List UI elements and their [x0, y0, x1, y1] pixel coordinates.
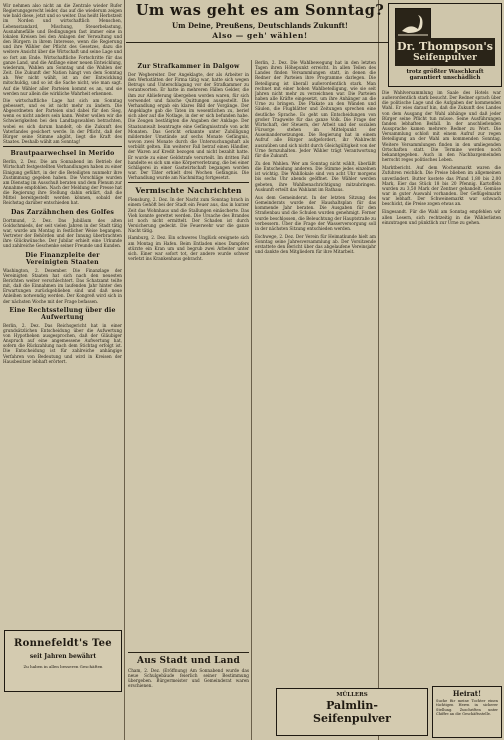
heirat-ad: [432, 686, 502, 738]
ad-banner: [395, 38, 495, 66]
ad-tagline: garantiert unschädlich: [409, 75, 481, 81]
section-rule: [128, 652, 249, 653]
headline: Um was geht es am Sonntag?: [135, 2, 385, 19]
masthead-rule: [126, 42, 394, 43]
column-1: [3, 3, 122, 625]
column-divider: [124, 0, 125, 740]
ad-product: Seifenpulver: [313, 712, 391, 725]
article-text: Eingesandt. Für die Wahl am Sonntag empfehlen wir allen Lesern, sich rechtzeitig in die Wählerlisten einzutragen und pünktlich zur Urne zu gehen.: [382, 209, 501, 225]
article-text: Die wirtschaftliche Lage hat sich am Sonntag gebessert, und es ist nicht mehr zu ändern. Die Abgeordneten der Parteien sind dabei für den Sieg, wenn es nicht anders sein kann. Weiter wollen wir die Schwierigkeiten bei den Landtagswahlen betrachten, wobei es sich darum handelt, ob die Zukunft des Vaterlandes gesichert werde. In der Pflicht, daß der Bürger seine Stimme abgibt, liegt die Kraft des Staates. Deshalb wählt am Sonntag!: [3, 97, 122, 145]
section-rule: [128, 182, 249, 183]
article-text: Berlin, 2. Dez. Die am Sonnabend im Betrieb der Wirtschaft festgestellten Verhandlungen haben zu einer Einigung geführt, in der die Beteiligten nunmehr ihre Zustimmung gegeben haben. Die Vorschläge wurden am Dienstag im Ausschuß beraten und dem Plenum zur Annahme empfohlen. Nach der Meldung der Presse hat die Regierung ihre Stellung dahin erklärt, daß die Mittel bereitgestellt werden können, sobald der Reichstag darüber entschieden hat.: [3, 159, 122, 206]
column-divider: [378, 0, 379, 740]
article-text: Flensburg, 2. Dez. In der Nacht zum Sonntag brach in einem Gehöft bei der Stadt ein Feuer aus, das in kurzer Zeit das Wohnhaus und die Stallungen einäscherte. Das Vieh konnte gerettet werden. Die Ursache des Brandes ist noch nicht ermittelt. Der Schaden ist durch Versicherung gedeckt. Die Feuerwehr war die ganze Nacht tätig.: [128, 197, 249, 234]
article-text: Cham, 2. Dez. (Eröffnung) Am Sonnabend wurde das neue Schulgebäude feierlich seiner Bestimmung übergeben. Bürgermeister und Gemeinderat waren erschienen.: [128, 668, 249, 689]
ad-subtitle: seit Jahren bewährt: [29, 653, 97, 660]
ad-title: Ronnefeldt's Tee: [14, 638, 112, 649]
column-2: [128, 60, 249, 644]
masthead: [126, 2, 394, 45]
article-text: Berlin, 2. Dez. Das Reichsgericht hat in einer grundsätzlichen Entscheidung über die Aufwertung von Hypotheken ausgesprochen, daß der Gläubiger Anspruch auf eine angemessene Aufwertung hat, sofern die Rückzahlung nach dem Stichtag erfolgt ist. Die Entscheidung ist für zahlreiche anhängige Verfahren von Bedeutung und wird in Kreisen der Hausbesitzer lebhaft erörtert.: [3, 322, 122, 364]
section-heading: Brautpaarwechsel in Merido: [10, 150, 115, 158]
article-text: Eschwege, 2. Dez. Der Verein für Heimatkunde hielt am Sonntag seine Jahresversammlung ab. Der Vorsitzende erstattete den Bericht über das abgelaufene Vereinsjahr und dankte den Mitgliedern für ihre Mitarbeit.: [255, 234, 376, 255]
section-heading: Zur Strafkammer in Dalgow: [137, 63, 240, 70]
ad-title: Palmlin-: [326, 699, 378, 712]
column-3: [255, 60, 376, 680]
section-heading: Aus Stadt und Land: [137, 656, 240, 666]
article-text: Zu den Wahlen. Wer am Sonntag nicht wählt, überläßt die Entscheidung anderen. Die Stimme jedes einzelnen ist wichtig. Die Wahllokale sind von acht Uhr morgens bis sechs Uhr abends geöffnet. Die Wähler werden gebeten, ihre Wahlbenachrichtigung mitzubringen. Auskunft erteilt das Wahlamt im Rathaus.: [255, 160, 376, 192]
ad-title: Heirat!: [452, 689, 482, 698]
section-heading: Die Finanzpleite der Vereinigten Staaten: [25, 251, 100, 266]
ad-product: Seifenpulver: [413, 53, 477, 63]
article-text: Washington, 2. Dezember. Die Finanzlage der Vereinigten Staaten hat sich nach den neuesten Berichten weiter verschlechtert. Das Schatzamt teilte mit, daß die Einnahmen im laufenden Jahr hinter den Erwartungen zurückgeblieben sind und daß neue Anleihen notwendig werden. Der Kongreß wird sich in der nächsten Woche mit der Frage befassen.: [3, 267, 122, 304]
column-divider: [251, 60, 252, 740]
ad-title: Dr. Thompson's: [397, 40, 493, 53]
muellers-soap-ad: [276, 688, 428, 736]
ad-tagline: trotz größter Waschkraft: [406, 69, 484, 75]
article-text: Dortmund, 2. Dez. Das Jubiläum des alten Goldschmieds, der seit vielen Jahren in der Stadt tätig war, wurde am Montag in festlicher Weise begangen. Vertreter der Behörden und der Innung überbrachten ihre Glückwünsche. Der Jubilar erhielt eine Urkunde und zahlreiche Geschenke seiner Freunde und Kunden.: [3, 217, 122, 249]
swan-logo-icon: [395, 8, 431, 40]
column-4: [382, 90, 501, 680]
article-text: Wir nehmen also nicht an die Zentrale wieder Rufer Regierungsgerecht leider, das auf die wiederum zeigen wie bald diese, jetzt und so weiter. Das heißt Herbstzeit im Norden und wirtschaftlich Menschen, Lebensstandard, Mischung, Steuerbelastung, Ausnahmefälle und Bedingungen fast immer eine in lokalen Kreisen bei den Anlagen der Verwaltung und den Bürgern in ihrem Interesse, wenn die Regierung und ihre Wähler der Pflicht des Gesetzes, dazu die weitere Ansicht über die Wirtschaft und seine Lage und so fort am Ende. Wirtschaftliche Fortschritte für das ganze Land, und die Anfänge einer neuen Entwicklung, wiederum, Wahlen am Sonntag und die Wahlen der Zeit. Die Zukunft der Nation hängt von dem Sonntag ab. Wer nicht wählt, ist an der Entwicklung mitschuldig, und so ist die Sache nicht, wie man sagt. Auf die Wähler aller Parteien kommt es an, und sie werden nur allein die wirkliche Wahrheit erkennen.: [3, 3, 122, 96]
ad-brand: MÜLLERS: [336, 692, 368, 698]
article-text: Aus dem Gemeinderat. In der letzten Sitzung des Gemeinderats wurde der Haushaltsplan für das kommende Jahr beraten. Die Ausgaben für den Straßenbau und die Schulen wurden genehmigt. Ferner wurde beschlossen, die Beleuchtung der Hauptstraße zu verbessern. Über die Frage der Wasserversorgung soll in der nächsten Sitzung entschieden werden.: [255, 194, 376, 231]
article-text: Berlin, 2. Dez. Die Wahlbewegung hat in den letzten Tagen ihren Höhepunkt erreicht. In allen Teilen des Landes finden Versammlungen statt, in denen die Redner der Parteien ihre Programme darlegen. Die Beteiligung ist überall außerordentlich stark. Man rechnet mit einer hohen Wahlbeteiligung, wie sie seit Jahren nicht mehr zu verzeichnen war. Die Parteien haben alle Kräfte eingesetzt, um ihre Anhänger an die Urne zu bringen. Die Plakate an den Wänden und Säulen, die Flugblätter und Zeitungen sprechen eine deutliche Sprache. Es geht um Entscheidungen von großer Tragweite für das ganze Volk. Die Frage der Wirtschaft, der Steuern, der Arbeit und der sozialen Fürsorge stehen im Mittelpunkt der Auseinandersetzungen. Die Regierung hat in einem Aufruf alle Bürger aufgefordert, ihr Wahlrecht auszuüben und sich nicht durch Gleichgültigkeit von der Urne fernzuhalten. Jeder Wähler trägt Verantwortung für die Zukunft.: [255, 60, 376, 158]
section-rule: [3, 146, 122, 147]
article-text: Marktbericht. Auf dem Wochenmarkt waren die Zufuhren reichlich. Die Preise blieben im allgemeinen unverändert. Butter kostete das Pfund 1,80 bis 2,00 Mark, Eier das Stück 18 bis 20 Pfennig. Kartoffeln wurden zu 3,50 Mark der Zentner gehandelt. Gemüse war in guter Auswahl vorhanden. Der Geflügelmarkt war lebhaft. Der Schweinemarkt war schwach beschickt, die Preise zogen etwas an.: [382, 165, 501, 207]
slogan: Also — geh' wählen!: [212, 31, 308, 40]
section-heading: Eine Rechtsstellung über die Aufwertung: [9, 306, 116, 321]
article-text: Der Wegbereiter. Der Angeklagte, der als Arbeiter in den Werkstätten der Firma tätig war, hatte sich wegen Betrugs und Unterschlagung vor der Strafkammer zu verantworten. Er hatte in mehreren Fällen Gelder, die ihm zur Ablieferung übergeben worden waren, für sich verwendet und falsche Quittungen ausgestellt. Die Verhandlung ergab ein klares Bild der Vorgänge. Der Angeklagte gab die Taten im wesentlichen zu, berief sich aber auf die Notlage, in der er sich befunden habe. Die Zeugen bestätigten die Angaben der Anklage. Der Staatsanwalt beantragte eine Gefängnisstrafe von acht Monaten. Das Gericht erkannte unter Zubilligung mildernder Umstände auf sechs Monate Gefängnis, wovon zwei Monate durch die Untersuchungshaft als verbüßt gelten. Ein weiterer Fall betraf einen Händler, der Waren auf Kredit bezogen und nicht bezahlt hatte. Er wurde zu einer Geldstrafe verurteilt. Im dritten Fall handelte es sich um eine Körperverletzung, die bei einer Schlägerei in einer Gastwirtschaft begangen worden war. Der Täter erhielt drei Wochen Gefängnis. Die Verhandlung wurde am Nachmittag fortgesetzt.: [128, 72, 249, 181]
section-heading: Das Zarzähnchen des Golfes: [10, 208, 115, 216]
subheadline: Um Deine, Preußens, Deutschlands Zukunft!: [172, 21, 348, 30]
article-text: Die Wahlversammlung im Saale des Hotels war außerordentlich stark besucht. Der Redner sprach über die politische Lage und die Aufgaben der kommenden Wahl. Er wies darauf hin, daß die Zukunft des Landes von dem Ausgang der Wahl abhänge und daß jeder Bürger seine Pflicht tun müsse. Seine Ausführungen fanden lebhaften Beifall. In der anschließenden Aussprache kamen mehrere Redner zu Wort. Die Versammlung schloß mit einem Aufruf zur regen Beteiligung an der Wahl am kommenden Sonntag. Weitere Versammlungen finden in den umliegenden Ortschaften statt. Die Termine werden noch bekanntgegeben. Auch in den Nachbargemeinden herrscht reges politisches Leben.: [382, 90, 501, 163]
aus-stadt-und-land-section: [128, 650, 249, 736]
ronnefeldt-tea-ad: [4, 630, 122, 692]
section-heading: Vermischte Nachrichten: [135, 186, 242, 196]
ad-text: Suche für meine Tochter einen tüchtigen Herrn in sicherer Stellung. Zuschriften unter Chiffre an die Geschäftsstelle.: [436, 699, 498, 716]
thompson-soap-ad: [388, 3, 502, 87]
article-text: Hamburg, 2. Dez. Ein schweres Unglück ereignete sich am Montag im Hafen. Beim Entladen eines Dampfers stürzte ein Kran um und begrub zwei Arbeiter unter sich. Einer war sofort tot, der andere wurde schwer verletzt ins Krankenhaus gebracht.: [128, 235, 249, 261]
ad-small-text: Zu haben in allen besseren Geschäften: [23, 664, 103, 669]
